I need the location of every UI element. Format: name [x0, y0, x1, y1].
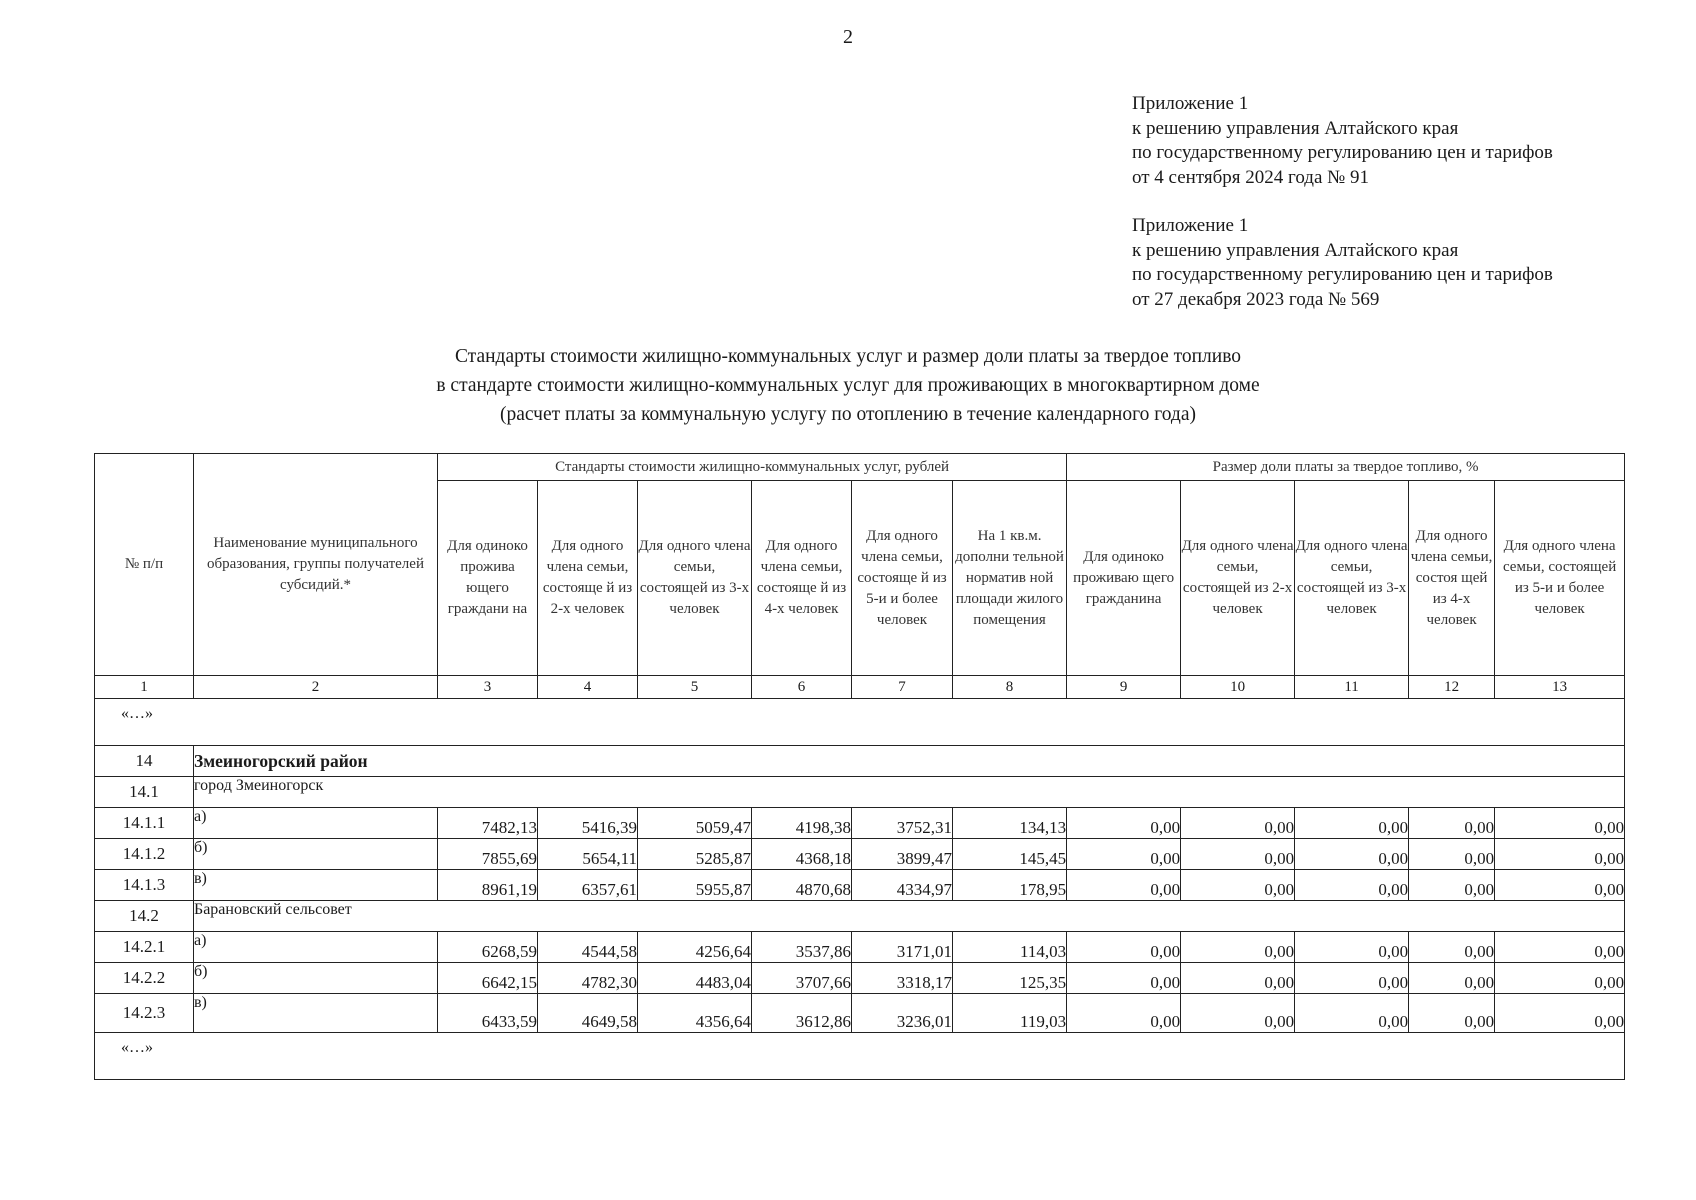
cell-value: 4782,30: [538, 963, 638, 994]
appendix-line: от 27 декабря 2023 года № 569: [1132, 288, 1380, 310]
cell-value: 0,00: [1495, 994, 1625, 1033]
cell-value: 3537,86: [752, 932, 852, 963]
column-number: 4: [538, 676, 638, 699]
cell-value: 0,00: [1495, 963, 1625, 994]
cell-value: 134,13: [953, 808, 1067, 839]
column-number: 8: [953, 676, 1067, 699]
cell-value: 114,03: [953, 932, 1067, 963]
cell-value: 4334,97: [852, 870, 953, 901]
cell-value: 3899,47: [852, 839, 953, 870]
cell-value: 0,00: [1409, 870, 1495, 901]
table-row: [95, 994, 1625, 1033]
row-number: 14.1.2: [95, 839, 194, 870]
title-line: (расчет платы за коммунальную услугу по отоплению в течение календарного года): [500, 404, 1196, 425]
cell-value: 0,00: [1495, 808, 1625, 839]
row-label: в): [194, 994, 438, 1033]
appendix-line: по государственному регулированию цен и тарифов: [1132, 142, 1553, 163]
cell-value: 0,00: [1295, 839, 1409, 870]
cell-value: 0,00: [1067, 870, 1181, 901]
cell-value: 6268,59: [438, 932, 538, 963]
document-title: [0, 342, 1696, 429]
cell-value: 7855,69: [438, 839, 538, 870]
district-row: [95, 746, 1625, 777]
row-number: 14.1.3: [95, 870, 194, 901]
column-number: 3: [438, 676, 538, 699]
cell-value: 178,95: [953, 870, 1067, 901]
header-col-6: Для одного члена семьи, состояще й из 4-х человек: [752, 481, 852, 676]
cell-value: 0,00: [1295, 870, 1409, 901]
cell-value: 0,00: [1409, 839, 1495, 870]
header-col-8: На 1 кв.м. дополни тельной норматив ной площади жилого помещения: [953, 481, 1067, 676]
title-line: Стандарты стоимости жилищно-коммунальных услуг и размер доли платы за твердое топливо: [454, 346, 1242, 367]
appendix-line: по государственному регулированию цен и тарифов: [1132, 264, 1553, 285]
table-row: [95, 963, 1625, 994]
cell-value: 4368,18: [752, 839, 852, 870]
cell-value: 6357,61: [538, 870, 638, 901]
column-number: 1: [95, 676, 194, 699]
cell-value: 6642,15: [438, 963, 538, 994]
cell-value: 5955,87: [638, 870, 752, 901]
header-number: № п/п: [95, 454, 194, 676]
cell-value: 0,00: [1067, 839, 1181, 870]
row-label: а): [194, 932, 438, 963]
column-number: 9: [1067, 676, 1181, 699]
cell-value: 3612,86: [752, 994, 852, 1033]
column-number: 2: [194, 676, 438, 699]
cell-value: 3752,31: [852, 808, 953, 839]
appendix-line: к решению управления Алтайского края: [1132, 239, 1459, 261]
cell-value: 5285,87: [638, 839, 752, 870]
cell-value: 4870,68: [752, 870, 852, 901]
row-label: б): [194, 963, 438, 994]
cell-value: 0,00: [1181, 963, 1295, 994]
cell-value: 3318,17: [852, 963, 953, 994]
row-number: 14.2.1: [95, 932, 194, 963]
cell-value: 0,00: [1495, 870, 1625, 901]
cell-value: 0,00: [1409, 963, 1495, 994]
appendix-line: к решению управления Алтайского края: [1132, 117, 1459, 139]
cell-value: 4256,64: [638, 932, 752, 963]
tariff-table: [94, 453, 1625, 1080]
cell-value: 0,00: [1495, 932, 1625, 963]
district-name: Змеиногорский район: [194, 746, 1625, 777]
appendix-line: Приложение 1: [1132, 93, 1249, 114]
appendix-block-previous: [1132, 214, 1553, 312]
header-col-9: Для одиноко проживаю щего гражданина: [1067, 481, 1181, 676]
subgroup-number: 14.1: [95, 777, 194, 808]
subgroup-name: город Змеиногорск: [194, 777, 1625, 808]
header-col-7: Для одного члена семьи, состояще й из 5-и и более человек: [852, 481, 953, 676]
cell-value: 119,03: [953, 994, 1067, 1033]
cell-value: 0,00: [1495, 839, 1625, 870]
cell-value: 145,45: [953, 839, 1067, 870]
table-row: [95, 932, 1625, 963]
table-row: [95, 870, 1625, 901]
subgroup-name: Барановский сельсовет: [194, 901, 1625, 932]
cell-value: 0,00: [1409, 994, 1495, 1033]
cell-value: 0,00: [1067, 808, 1181, 839]
header-col-13: Для одного члена семьи, состоящей из 5-и и более человек: [1495, 481, 1625, 676]
row-label: в): [194, 870, 438, 901]
cell-value: 5654,11: [538, 839, 638, 870]
cell-value: 4198,38: [752, 808, 852, 839]
cell-value: 0,00: [1181, 994, 1295, 1033]
ellipsis-row: «…»: [95, 1033, 1625, 1080]
header-col-10: Для одного члена семьи, состоящей из 2-х человек: [1181, 481, 1295, 676]
cell-value: 5416,39: [538, 808, 638, 839]
cell-value: 0,00: [1067, 963, 1181, 994]
cell-value: 0,00: [1409, 808, 1495, 839]
cell-value: 0,00: [1295, 808, 1409, 839]
header-col-5: Для одного члена семьи, состоящей из 3-х человек: [638, 481, 752, 676]
row-number: 14.1.1: [95, 808, 194, 839]
cell-value: 0,00: [1067, 932, 1181, 963]
header-group-share: Размер доли платы за твердое топливо, %: [1067, 454, 1625, 481]
district-number: 14: [95, 746, 194, 777]
column-number: 5: [638, 676, 752, 699]
row-number: 14.2.3: [95, 994, 194, 1033]
cell-value: 3171,01: [852, 932, 953, 963]
cell-value: 4483,04: [638, 963, 752, 994]
table-row: [95, 839, 1625, 870]
header-col-4: Для одного члена семьи, состояще й из 2-х человек: [538, 481, 638, 676]
cell-value: 0,00: [1295, 994, 1409, 1033]
cell-value: 5059,47: [638, 808, 752, 839]
row-label: б): [194, 839, 438, 870]
header-col-3: Для одиноко прожива ющего граждани на: [438, 481, 538, 676]
cell-value: 6433,59: [438, 994, 538, 1033]
column-number: 6: [752, 676, 852, 699]
header-group-standards: Стандарты стоимости жилищно-коммунальных услуг, рублей: [438, 454, 1067, 481]
cell-value: 0,00: [1067, 994, 1181, 1033]
row-label: а): [194, 808, 438, 839]
cell-value: 4649,58: [538, 994, 638, 1033]
column-number: 7: [852, 676, 953, 699]
cell-value: 8961,19: [438, 870, 538, 901]
ellipsis-row: «…»: [95, 699, 1625, 746]
column-number: 10: [1181, 676, 1295, 699]
cell-value: 0,00: [1295, 932, 1409, 963]
cell-value: 0,00: [1181, 932, 1295, 963]
cell-value: 3236,01: [852, 994, 953, 1033]
cell-value: 4544,58: [538, 932, 638, 963]
cell-value: 7482,13: [438, 808, 538, 839]
appendix-line: от 4 сентября 2024 года № 91: [1132, 166, 1370, 188]
row-number: 14.2.2: [95, 963, 194, 994]
cell-value: 0,00: [1409, 932, 1495, 963]
header-col-11: Для одного члена семьи, состоящей из 3-х человек: [1295, 481, 1409, 676]
cell-value: 0,00: [1181, 870, 1295, 901]
cell-value: 0,00: [1181, 808, 1295, 839]
appendix-block-current: [1132, 92, 1553, 190]
column-number: 12: [1409, 676, 1495, 699]
table-row: [95, 808, 1625, 839]
cell-value: 0,00: [1295, 963, 1409, 994]
column-number: 11: [1295, 676, 1409, 699]
title-line: в стандарте стоимости жилищно-коммунальных услуг для проживающих в многоквартирном доме: [436, 375, 1260, 396]
cell-value: 3707,66: [752, 963, 852, 994]
subgroup-number: 14.2: [95, 901, 194, 932]
cell-value: 0,00: [1181, 839, 1295, 870]
subgroup-row: [95, 901, 1625, 932]
header-col-12: Для одного члена семьи, состоя щей из 4-х человек: [1409, 481, 1495, 676]
column-number: 13: [1495, 676, 1625, 699]
cell-value: 4356,64: [638, 994, 752, 1033]
appendix-line: Приложение 1: [1132, 215, 1249, 236]
column-number-row: [95, 676, 1625, 699]
header-name: Наименование муниципального образования, группы получателей субсидий.*: [194, 454, 438, 676]
page-number: 2: [843, 26, 853, 48]
cell-value: 125,35: [953, 963, 1067, 994]
subgroup-row: [95, 777, 1625, 808]
